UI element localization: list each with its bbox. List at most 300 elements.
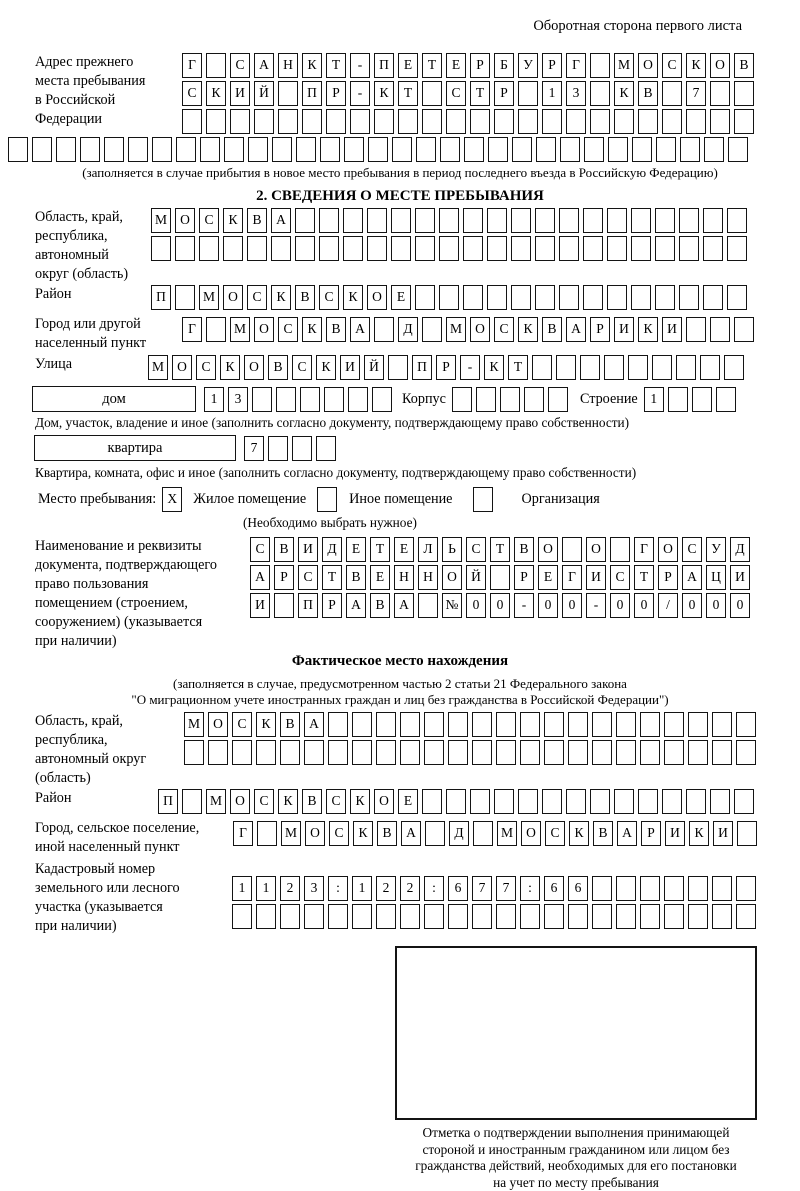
char-box[interactable]: [328, 712, 348, 737]
char-box[interactable]: [734, 317, 754, 342]
char-box[interactable]: [206, 109, 226, 134]
char-box[interactable]: К: [343, 285, 363, 310]
char-box[interactable]: О: [442, 565, 462, 590]
char-box[interactable]: [559, 236, 579, 261]
char-box[interactable]: В: [638, 81, 658, 106]
char-box[interactable]: [272, 137, 292, 162]
char-box[interactable]: [616, 712, 636, 737]
char-box[interactable]: [614, 109, 634, 134]
char-box[interactable]: [616, 740, 636, 765]
char-box[interactable]: [400, 712, 420, 737]
char-box[interactable]: [206, 317, 226, 342]
char-box[interactable]: [257, 821, 277, 846]
char-box[interactable]: [268, 436, 288, 461]
char-box[interactable]: [607, 208, 627, 233]
char-box[interactable]: Е: [391, 285, 411, 310]
char-box[interactable]: [391, 236, 411, 261]
char-box[interactable]: [710, 789, 730, 814]
char-box[interactable]: 0: [730, 593, 750, 618]
char-box[interactable]: [734, 789, 754, 814]
char-box[interactable]: 1: [232, 876, 252, 901]
char-box[interactable]: [319, 236, 339, 261]
char-box[interactable]: 3: [304, 876, 324, 901]
char-box[interactable]: В: [346, 565, 366, 590]
char-box[interactable]: [247, 236, 267, 261]
char-box[interactable]: 1: [542, 81, 562, 106]
char-box[interactable]: М: [151, 208, 171, 233]
char-box[interactable]: С: [254, 789, 274, 814]
char-box[interactable]: [500, 387, 520, 412]
char-box[interactable]: [716, 387, 736, 412]
char-box[interactable]: [704, 137, 724, 162]
char-box[interactable]: А: [271, 208, 291, 233]
char-box[interactable]: [182, 789, 202, 814]
char-box[interactable]: К: [686, 53, 706, 78]
char-box[interactable]: Т: [490, 537, 510, 562]
char-box[interactable]: Б: [494, 53, 514, 78]
char-box[interactable]: [680, 137, 700, 162]
char-box[interactable]: [487, 285, 507, 310]
char-box[interactable]: [700, 355, 720, 380]
char-box[interactable]: [439, 208, 459, 233]
char-box[interactable]: [300, 387, 320, 412]
char-box[interactable]: [424, 712, 444, 737]
char-box[interactable]: [487, 208, 507, 233]
char-box[interactable]: М: [184, 712, 204, 737]
char-box[interactable]: [688, 876, 708, 901]
char-box[interactable]: [727, 208, 747, 233]
char-box[interactable]: А: [682, 565, 702, 590]
char-box[interactable]: А: [346, 593, 366, 618]
char-box[interactable]: Р: [274, 565, 294, 590]
char-box[interactable]: :: [328, 876, 348, 901]
char-box[interactable]: [348, 387, 368, 412]
char-box[interactable]: Р: [494, 81, 514, 106]
char-box[interactable]: Г: [182, 53, 202, 78]
char-box[interactable]: Р: [470, 53, 490, 78]
char-box[interactable]: [280, 740, 300, 765]
char-box[interactable]: [328, 740, 348, 765]
char-box[interactable]: [56, 137, 76, 162]
char-box[interactable]: Т: [470, 81, 490, 106]
char-box[interactable]: В: [326, 317, 346, 342]
char-box[interactable]: Н: [278, 53, 298, 78]
char-box[interactable]: [490, 565, 510, 590]
char-box[interactable]: [374, 317, 394, 342]
char-box[interactable]: О: [367, 285, 387, 310]
char-box[interactable]: [80, 137, 100, 162]
char-box[interactable]: И: [662, 317, 682, 342]
char-box[interactable]: [473, 821, 493, 846]
char-box[interactable]: [668, 387, 688, 412]
char-box[interactable]: [710, 81, 730, 106]
char-box[interactable]: О: [230, 789, 250, 814]
char-box[interactable]: [614, 789, 634, 814]
char-box[interactable]: 3: [566, 81, 586, 106]
char-box[interactable]: В: [593, 821, 613, 846]
char-box[interactable]: [559, 208, 579, 233]
char-box[interactable]: [472, 904, 492, 929]
char-box[interactable]: [710, 109, 730, 134]
char-box[interactable]: [590, 53, 610, 78]
char-box[interactable]: [679, 208, 699, 233]
char-box[interactable]: [452, 387, 472, 412]
char-box[interactable]: [560, 137, 580, 162]
char-box[interactable]: [664, 876, 684, 901]
char-box[interactable]: К: [302, 53, 322, 78]
char-box[interactable]: [662, 789, 682, 814]
char-box[interactable]: С: [446, 81, 466, 106]
char-box[interactable]: [679, 285, 699, 310]
char-box[interactable]: [175, 236, 195, 261]
char-box[interactable]: [607, 285, 627, 310]
char-box[interactable]: И: [230, 81, 250, 106]
char-box[interactable]: [535, 285, 555, 310]
char-box[interactable]: А: [394, 593, 414, 618]
char-box[interactable]: Е: [346, 537, 366, 562]
char-box[interactable]: 0: [706, 593, 726, 618]
char-box[interactable]: [607, 236, 627, 261]
char-box[interactable]: С: [329, 821, 349, 846]
char-box[interactable]: [320, 137, 340, 162]
char-box[interactable]: 0: [562, 593, 582, 618]
char-box[interactable]: [590, 109, 610, 134]
char-box[interactable]: [580, 355, 600, 380]
char-box[interactable]: [256, 740, 276, 765]
char-box[interactable]: С: [182, 81, 202, 106]
char-box[interactable]: [592, 740, 612, 765]
char-box[interactable]: [652, 355, 672, 380]
char-box[interactable]: [206, 53, 226, 78]
char-box[interactable]: [463, 236, 483, 261]
char-box[interactable]: [664, 740, 684, 765]
char-box[interactable]: [446, 109, 466, 134]
char-box[interactable]: [496, 740, 516, 765]
char-box[interactable]: [616, 904, 636, 929]
char-box[interactable]: П: [151, 285, 171, 310]
char-box[interactable]: [232, 740, 252, 765]
char-box[interactable]: Т: [422, 53, 442, 78]
char-box[interactable]: [343, 236, 363, 261]
char-box[interactable]: С: [682, 537, 702, 562]
char-box[interactable]: Р: [322, 593, 342, 618]
char-box[interactable]: [464, 137, 484, 162]
checkbox-organization[interactable]: [473, 487, 493, 512]
char-box[interactable]: О: [658, 537, 678, 562]
char-box[interactable]: К: [302, 317, 322, 342]
char-box[interactable]: [328, 904, 348, 929]
char-box[interactable]: 2: [280, 876, 300, 901]
char-box[interactable]: Р: [590, 317, 610, 342]
char-box[interactable]: В: [268, 355, 288, 380]
char-box[interactable]: [710, 317, 730, 342]
char-box[interactable]: М: [199, 285, 219, 310]
char-box[interactable]: [280, 904, 300, 929]
char-box[interactable]: [566, 789, 586, 814]
char-box[interactable]: К: [518, 317, 538, 342]
char-box[interactable]: [304, 740, 324, 765]
char-box[interactable]: [230, 109, 250, 134]
char-box[interactable]: [712, 876, 732, 901]
char-box[interactable]: К: [220, 355, 240, 380]
char-box[interactable]: [655, 236, 675, 261]
char-box[interactable]: И: [586, 565, 606, 590]
char-box[interactable]: [32, 137, 52, 162]
char-box[interactable]: Р: [514, 565, 534, 590]
char-box[interactable]: [472, 740, 492, 765]
char-box[interactable]: 0: [490, 593, 510, 618]
char-box[interactable]: В: [370, 593, 390, 618]
char-box[interactable]: [664, 712, 684, 737]
char-box[interactable]: [316, 436, 336, 461]
char-box[interactable]: Е: [370, 565, 390, 590]
char-box[interactable]: О: [538, 537, 558, 562]
char-box[interactable]: К: [271, 285, 291, 310]
char-box[interactable]: 6: [448, 876, 468, 901]
char-box[interactable]: К: [353, 821, 373, 846]
char-box[interactable]: [592, 712, 612, 737]
char-box[interactable]: М: [206, 789, 226, 814]
char-box[interactable]: [425, 821, 445, 846]
char-box[interactable]: [376, 740, 396, 765]
char-box[interactable]: [295, 236, 315, 261]
char-box[interactable]: И: [614, 317, 634, 342]
char-box[interactable]: [422, 81, 442, 106]
char-box[interactable]: 1: [204, 387, 224, 412]
char-box[interactable]: Ц: [706, 565, 726, 590]
char-box[interactable]: И: [730, 565, 750, 590]
char-box[interactable]: Й: [254, 81, 274, 106]
char-box[interactable]: И: [665, 821, 685, 846]
char-box[interactable]: [496, 712, 516, 737]
char-box[interactable]: О: [374, 789, 394, 814]
char-box[interactable]: [470, 789, 490, 814]
char-box[interactable]: :: [520, 876, 540, 901]
char-box[interactable]: О: [710, 53, 730, 78]
char-box[interactable]: [592, 876, 612, 901]
char-box[interactable]: [655, 285, 675, 310]
char-box[interactable]: [734, 81, 754, 106]
char-box[interactable]: [631, 236, 651, 261]
char-box[interactable]: С: [278, 317, 298, 342]
char-box[interactable]: 7: [496, 876, 516, 901]
char-box[interactable]: О: [175, 208, 195, 233]
char-box[interactable]: :: [424, 876, 444, 901]
char-box[interactable]: [559, 285, 579, 310]
char-box[interactable]: 1: [256, 876, 276, 901]
char-box[interactable]: [592, 904, 612, 929]
char-box[interactable]: 2: [376, 876, 396, 901]
char-box[interactable]: В: [247, 208, 267, 233]
char-box[interactable]: О: [244, 355, 264, 380]
char-box[interactable]: Т: [326, 53, 346, 78]
char-box[interactable]: М: [148, 355, 168, 380]
char-box[interactable]: М: [446, 317, 466, 342]
char-box[interactable]: [736, 740, 756, 765]
char-box[interactable]: О: [208, 712, 228, 737]
char-box[interactable]: А: [401, 821, 421, 846]
char-box[interactable]: В: [377, 821, 397, 846]
char-box[interactable]: [424, 740, 444, 765]
char-box[interactable]: [415, 285, 435, 310]
char-box[interactable]: С: [326, 789, 346, 814]
char-box[interactable]: /: [658, 593, 678, 618]
char-box[interactable]: Р: [436, 355, 456, 380]
char-box[interactable]: Р: [658, 565, 678, 590]
char-box[interactable]: [224, 137, 244, 162]
char-box[interactable]: О: [254, 317, 274, 342]
char-box[interactable]: К: [374, 81, 394, 106]
char-box[interactable]: Г: [182, 317, 202, 342]
char-box[interactable]: [556, 355, 576, 380]
char-box[interactable]: К: [638, 317, 658, 342]
char-box[interactable]: [686, 317, 706, 342]
char-box[interactable]: [511, 208, 531, 233]
char-box[interactable]: [439, 285, 459, 310]
char-box[interactable]: И: [713, 821, 733, 846]
char-box[interactable]: О: [638, 53, 658, 78]
char-box[interactable]: -: [350, 81, 370, 106]
char-box[interactable]: [292, 436, 312, 461]
checkbox-other-premises[interactable]: [317, 487, 337, 512]
char-box[interactable]: Т: [370, 537, 390, 562]
char-box[interactable]: [446, 789, 466, 814]
char-box[interactable]: [324, 387, 344, 412]
char-box[interactable]: С: [494, 317, 514, 342]
char-box[interactable]: [439, 236, 459, 261]
char-box[interactable]: -: [350, 53, 370, 78]
char-box[interactable]: [252, 387, 272, 412]
char-box[interactable]: [476, 387, 496, 412]
char-box[interactable]: [352, 740, 372, 765]
char-box[interactable]: [8, 137, 28, 162]
char-box[interactable]: [583, 208, 603, 233]
char-box[interactable]: [302, 109, 322, 134]
char-box[interactable]: Л: [418, 537, 438, 562]
char-box[interactable]: [692, 387, 712, 412]
char-box[interactable]: [422, 317, 442, 342]
char-box[interactable]: [686, 789, 706, 814]
char-box[interactable]: А: [350, 317, 370, 342]
char-box[interactable]: 7: [244, 436, 264, 461]
char-box[interactable]: К: [350, 789, 370, 814]
char-box[interactable]: 0: [682, 593, 702, 618]
char-box[interactable]: П: [298, 593, 318, 618]
char-box[interactable]: [512, 137, 532, 162]
char-box[interactable]: [400, 740, 420, 765]
char-box[interactable]: [640, 740, 660, 765]
char-box[interactable]: [566, 109, 586, 134]
char-box[interactable]: [344, 137, 364, 162]
char-box[interactable]: [392, 137, 412, 162]
char-box[interactable]: [200, 137, 220, 162]
char-box[interactable]: К: [316, 355, 336, 380]
char-box[interactable]: [274, 593, 294, 618]
char-box[interactable]: А: [250, 565, 270, 590]
char-box[interactable]: Т: [634, 565, 654, 590]
char-box[interactable]: [703, 285, 723, 310]
char-box[interactable]: У: [706, 537, 726, 562]
char-box[interactable]: [448, 904, 468, 929]
char-box[interactable]: [175, 285, 195, 310]
char-box[interactable]: [182, 109, 202, 134]
char-box[interactable]: [176, 137, 196, 162]
char-box[interactable]: [463, 285, 483, 310]
char-box[interactable]: -: [586, 593, 606, 618]
char-box[interactable]: [656, 137, 676, 162]
char-box[interactable]: [424, 904, 444, 929]
char-box[interactable]: С: [292, 355, 312, 380]
char-box[interactable]: [712, 740, 732, 765]
char-box[interactable]: П: [374, 53, 394, 78]
char-box[interactable]: В: [514, 537, 534, 562]
char-box[interactable]: [544, 740, 564, 765]
char-box[interactable]: [518, 81, 538, 106]
char-box[interactable]: [350, 109, 370, 134]
char-box[interactable]: О: [305, 821, 325, 846]
char-box[interactable]: -: [460, 355, 480, 380]
char-box[interactable]: [632, 137, 652, 162]
char-box[interactable]: [590, 81, 610, 106]
char-box[interactable]: [368, 137, 388, 162]
char-box[interactable]: №: [442, 593, 462, 618]
char-box[interactable]: [418, 593, 438, 618]
char-box[interactable]: 0: [610, 593, 630, 618]
char-box[interactable]: О: [223, 285, 243, 310]
char-box[interactable]: [326, 109, 346, 134]
char-box[interactable]: М: [614, 53, 634, 78]
char-box[interactable]: Р: [542, 53, 562, 78]
char-box[interactable]: [511, 285, 531, 310]
char-box[interactable]: [276, 387, 296, 412]
char-box[interactable]: [470, 109, 490, 134]
char-box[interactable]: [448, 740, 468, 765]
char-box[interactable]: [416, 137, 436, 162]
char-box[interactable]: 7: [472, 876, 492, 901]
char-box[interactable]: В: [274, 537, 294, 562]
char-box[interactable]: [631, 285, 651, 310]
char-box[interactable]: [542, 789, 562, 814]
char-box[interactable]: [655, 208, 675, 233]
char-box[interactable]: С: [662, 53, 682, 78]
char-box[interactable]: 2: [400, 876, 420, 901]
char-box[interactable]: [568, 740, 588, 765]
char-box[interactable]: Ь: [442, 537, 462, 562]
char-box[interactable]: [640, 712, 660, 737]
char-box[interactable]: Е: [398, 53, 418, 78]
char-box[interactable]: 0: [466, 593, 486, 618]
char-box[interactable]: [271, 236, 291, 261]
char-box[interactable]: В: [295, 285, 315, 310]
char-box[interactable]: [736, 876, 756, 901]
char-box[interactable]: М: [230, 317, 250, 342]
char-box[interactable]: [208, 740, 228, 765]
char-box[interactable]: Н: [394, 565, 414, 590]
char-box[interactable]: 1: [644, 387, 664, 412]
char-box[interactable]: [548, 387, 568, 412]
char-box[interactable]: [496, 904, 516, 929]
char-box[interactable]: [544, 712, 564, 737]
char-box[interactable]: 6: [568, 876, 588, 901]
char-box[interactable]: [343, 208, 363, 233]
char-box[interactable]: А: [304, 712, 324, 737]
char-box[interactable]: 3: [228, 387, 248, 412]
char-box[interactable]: С: [196, 355, 216, 380]
checkbox-residential[interactable]: X: [162, 487, 182, 512]
char-box[interactable]: И: [340, 355, 360, 380]
char-box[interactable]: [472, 712, 492, 737]
char-box[interactable]: [524, 387, 544, 412]
